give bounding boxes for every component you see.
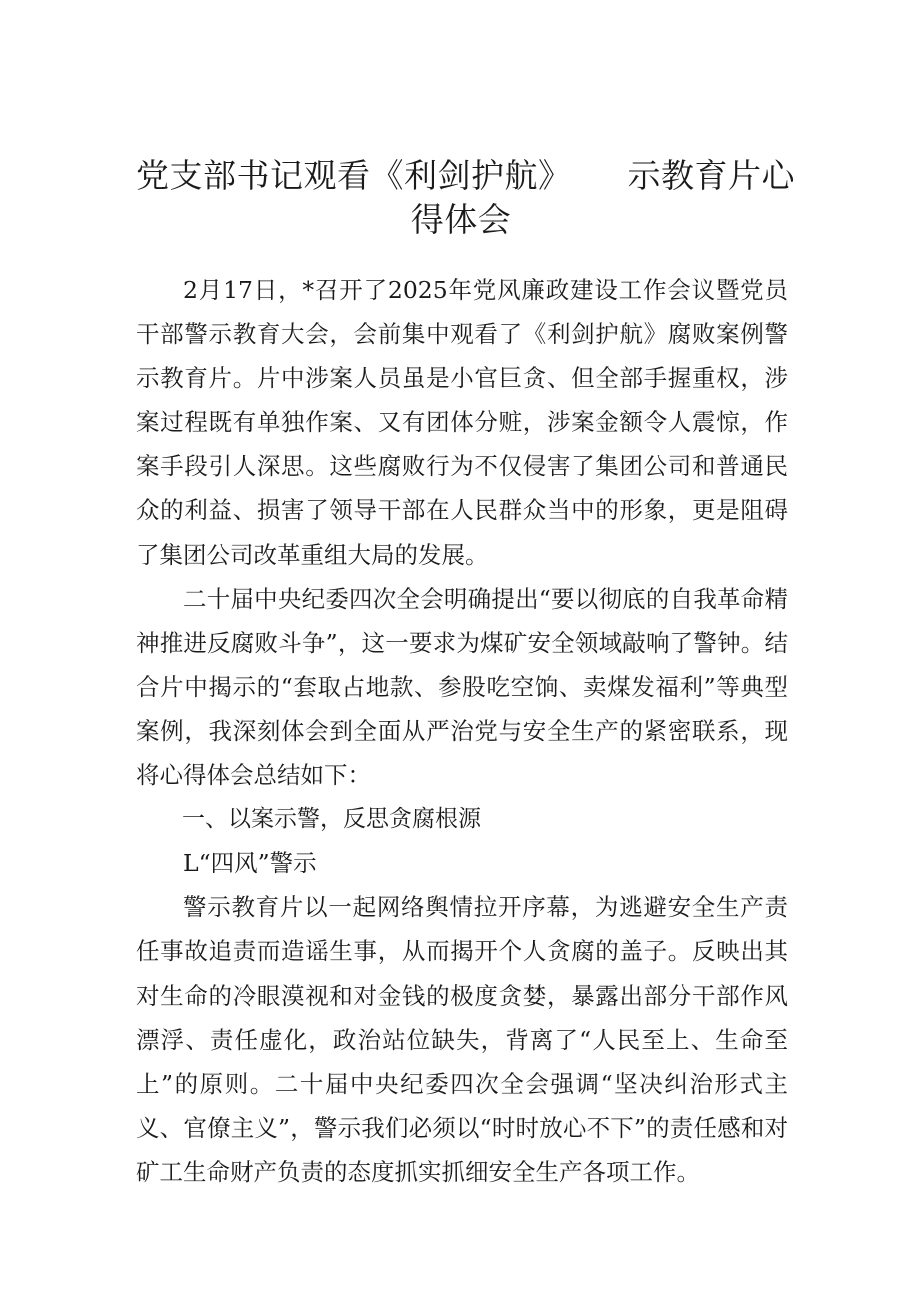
section-heading-1: 一、以案示警，反思贪腐根源 [182,806,481,833]
title-part-a: 党支部书记观看《利剑护航》 [136,156,572,195]
title-line-2: 得体会 [410,200,512,239]
paragraph-2: 二十届中央纪委四次全会明确提出“要以彻底的自我革命精神推进反腐败斗争”，这一要求为煤矿安全领域敲响了警钟。结合片中揭示的“套取占地款、参股吃空饷、卖煤发福利”等典型案例，我深刻体会到全面从严治党与安全生产的紧密联系，现将心得体会总结如下： [136,584,788,790]
paragraph-3: 警示教育片以一起网络舆情拉开序幕，为逃避安全生产责任事故追责而造谣生事，从而揭开个人贪腐的盖子。反映出其对生命的冷眼漠视和对金钱的极度贪婪，暴露出部分干部作风漂浮、责任虚化，政治站位缺失，背离了“人民至上、生命至上”的原则。二十届中央纪委四次全会强调“坚决纠治形式主义、官僚主义”，警示我们必须以“时时放心不下”的责任感和对矿工生命财产负责的态度抓实抓细安全生产各项工作。 [136,893,788,1186]
title-part-b: 示教育片心 [627,156,795,195]
title-line-1 [136,154,795,198]
subheading-1: L“四风”警示 [183,849,317,878]
document-title [136,154,795,242]
paragraph-1: 2月17日，*召开了2025年党风廉政建设工作会议暨党员干部警示教育大会，会前集中观看了《利剑护航》腐败案例警示教育片。片中涉案人员虽是小官巨贪、但全部手握重权，涉案过程既有单独作案、又有团体分赃，涉案金额令人震惊，作案手段引人深思。这些腐败行为不仅侵害了集团公司和普通民众的利益、损害了领导干部在人民群众当中的形象，更是阻碍了集团公司改革重组大局的发展。 [136,276,788,569]
document-body [136,268,788,1194]
